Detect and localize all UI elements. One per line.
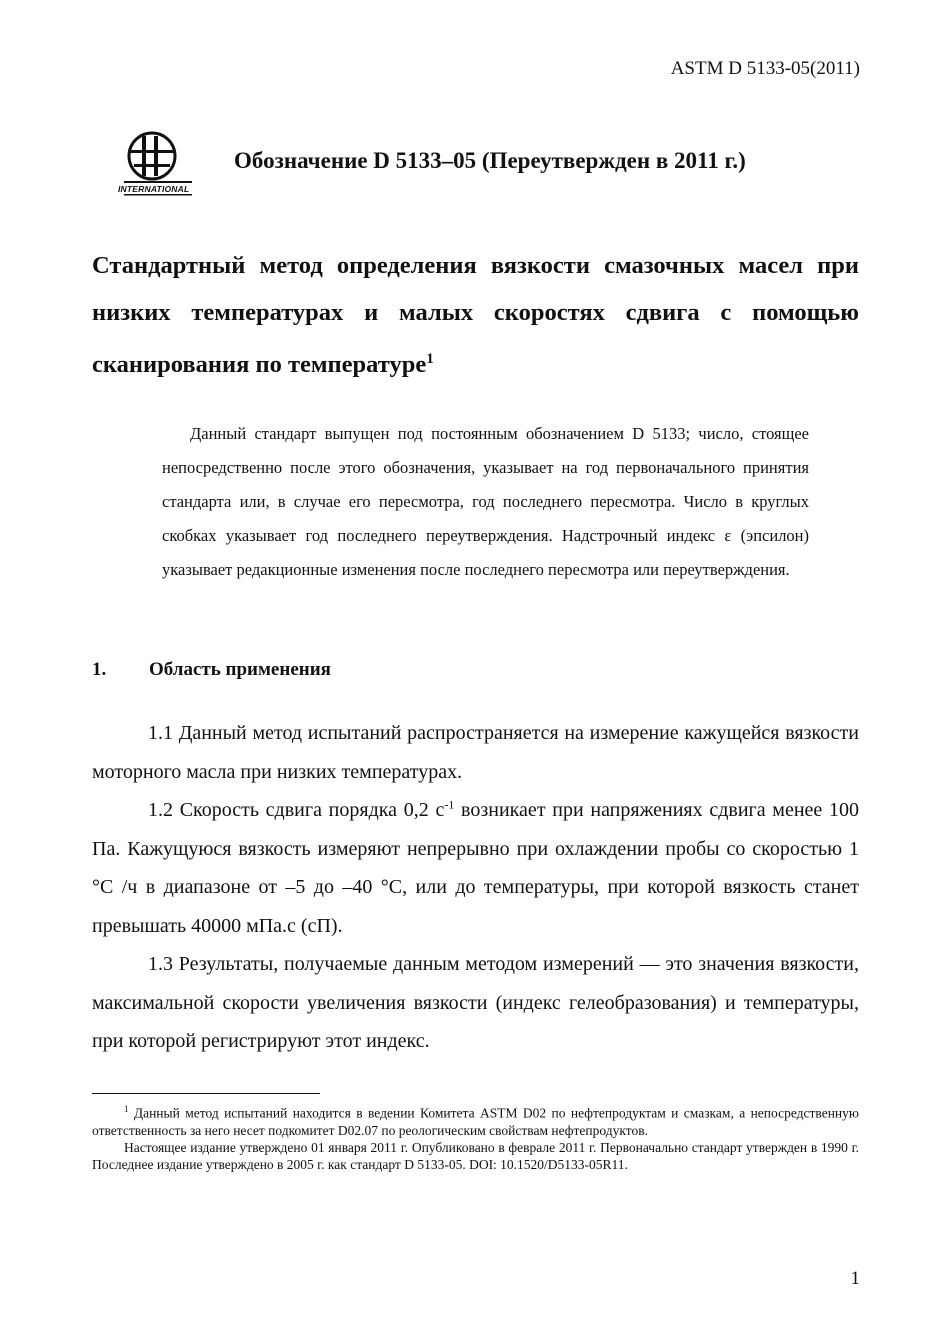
section-title: Область применения <box>149 659 331 680</box>
standard-notice <box>162 417 809 587</box>
footnote-separator <box>92 1093 320 1094</box>
section-body <box>92 714 859 1061</box>
page-number: 1 <box>850 1268 860 1289</box>
logo-subtitle: INTERNATIONAL <box>118 184 190 194</box>
title-text: Стандартный метод определения вязкости смазочных масел при низких температурах и малых скоростях сдвига с помощью сканирования по температуре <box>92 252 859 379</box>
section-number: 1. <box>92 659 107 680</box>
title-footnote-ref: 1 <box>426 351 434 367</box>
designation-heading: Обозначение D 5133–05 (Переутвержден в 2011 г.) <box>234 148 746 173</box>
notice-text: Данный стандарт выпущен под постоянным обозначением D 5133; число, стоящее непосредственно после этого обозначения, указывает на год первоначального принятия стандарта или, в случае его пересмотра, год последнего пересмотра. Число в круглых скобках указывает год последнего переутверждения. Надстрочный индекс ε (эпсилон) указывает редакционные изменения после последнего пересмотра или переутверждения. <box>162 424 809 579</box>
footnote-marker: 1 <box>124 1104 129 1114</box>
paragraph-1-2-end: возникает при напряжениях сдвига менее 100 Па. Кажущуюся вязкость измеряют непрерывно при охлаждении пробы со скоростью 1 °С /ч в диапазоне от –5 до –40 °С, или до температуры, при которой вязкость станет превышать 40000 мПа.с (сП). <box>92 799 859 937</box>
footnotes <box>92 1101 859 1173</box>
paragraph-1-2-superscript: -1 <box>444 797 455 812</box>
paragraph-1-3: 1.3 Результаты, получаемые данным методом измерений — это значения вязкости, максимальной скорости увеличения вязкости (индекс гелеобразования) и температуры, при которой регистрируют этот индекс. <box>92 953 859 1052</box>
document-title <box>92 242 859 388</box>
paragraph-1-2-start: 1.2 Скорость сдвига порядка 0,2 с <box>148 799 445 821</box>
footnote-1-text: Данный метод испытаний находится в ведении Комитета ASTM D02 по нефтепродуктам и смазкам, а непосредственную ответственность за него несет подкомитет D02.07 по реологическим свойствам нефтепродуктов. <box>92 1105 859 1138</box>
footnote-1 <box>92 1101 859 1139</box>
document-code: ASTM D 5133-05(2011) <box>670 58 860 79</box>
paragraph-1-2 <box>92 791 859 945</box>
footnote-2: Настоящее издание утверждено 01 января 2011 г. Опубликовано в феврале 2011 г. Первоначально стандарт утвержден в 1990 г. Последнее издание утверждено в 2005 г. как стандарт D 5133-05. DOI: 10.1520/D5133-05R11. <box>92 1139 859 1173</box>
paragraph-1-1: 1.1 Данный метод испытаний распространяется на измерение кажущейся вязкости моторного масла при низких температурах. <box>92 722 859 783</box>
section-heading <box>92 659 331 681</box>
